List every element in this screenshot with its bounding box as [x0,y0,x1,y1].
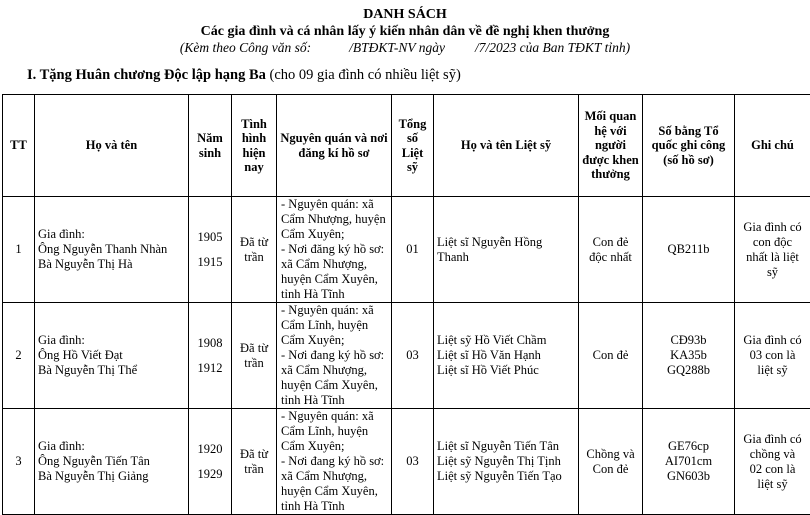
section-detail: (cho 09 gia đình có nhiều liệt sỹ) [270,67,461,83]
cell-line: Con đẻ [582,235,639,250]
note-part-b: /BTĐKT-NV ngày [349,40,445,55]
cell-line: Ông Hồ Viết Đạt [38,348,185,363]
cell-line: Cẩm Xuyên; [281,333,388,348]
col-header-origin: Nguyên quán và nơi đăng kí hồ sơ [277,95,392,197]
cell-line: - Nơi đăng ký hồ sơ: [281,242,388,257]
cell-line: - Nơi đang ký hồ sơ: [281,454,388,469]
cell-cert [643,303,735,409]
cell-line: tỉnh Hà Tĩnh [281,287,388,302]
award-table [2,94,810,515]
birth-year: 1929 [198,467,223,482]
birth-year: 1915 [198,255,223,270]
cell-note [735,197,810,303]
cell-tt: 2 [3,303,35,409]
cell-birth [189,303,232,409]
cell-line: Cẩm Lĩnh, huyện [281,424,388,439]
cell-line: con độc [738,235,807,250]
cell-line: Liệt sĩ Nguyễn Hồng [437,235,575,250]
cell-line: - Nơi đang ký hồ sơ: [281,348,388,363]
cell-line: Gia đình có [738,432,807,447]
cell-count: 03 [392,303,434,409]
cell-line: tỉnh Hà Tĩnh [281,499,388,514]
document-subtitle: Các gia đình và cá nhân lấy ý kiến nhân dân về đề nghị khen thưởng [0,24,810,40]
cell-martyrs [434,303,579,409]
cell-note [735,303,810,409]
cell-line: KA35b [646,348,731,363]
cell-line: tỉnh Hà Tĩnh [281,393,388,408]
cell-line: sỹ [738,265,807,280]
table-row [3,409,810,515]
cell-count: 01 [392,197,434,303]
cell-status: Đã từ trần [232,197,277,303]
table-row [3,197,810,303]
cell-line: Gia đình có [738,220,807,235]
cell-line: Gia đình: [38,227,185,242]
cell-line: Cẩm Nhượng, huyện [281,212,388,227]
table-header-row [3,95,810,197]
cell-line: CĐ93b [646,333,731,348]
birth-year: 1908 [198,336,223,351]
cell-tt: 1 [3,197,35,303]
cell-line: Ông Nguyễn Thanh Nhàn [38,242,185,257]
cell-birth [189,197,232,303]
cell-relation [579,409,643,515]
cell-line: Thanh [437,250,575,265]
cell-line: - Nguyên quán: xã [281,197,388,212]
col-header-count: Tổng số Liệt sỹ [392,95,434,197]
cell-line: Liệt sĩ Hồ Viết Phúc [437,363,575,378]
cell-relation [579,303,643,409]
cell-relation [579,197,643,303]
birth-year: 1912 [198,361,223,376]
cell-line: Liệt sĩ Hồ Văn Hạnh [437,348,575,363]
birth-year: 1920 [198,442,223,457]
cell-line: xã Cẩm Nhượng, [281,363,388,378]
cell-status: Đã từ trần [232,409,277,515]
cell-cert [643,409,735,515]
cell-line: Gia đình: [38,439,185,454]
cell-line: - Nguyên quán: xã [281,303,388,318]
cell-line: xã Cẩm Nhượng, [281,469,388,484]
cell-line: GQ288b [646,363,731,378]
cell-line: chồng và [738,447,807,462]
cell-line: 03 con là [738,348,807,363]
cell-line: xã Cẩm Nhượng, [281,257,388,272]
cell-line: Bà Nguyễn Thị Hà [38,257,185,272]
cell-tt: 3 [3,409,35,515]
cell-line: 02 con là [738,462,807,477]
cell-martyrs [434,197,579,303]
col-header-martyrs: Họ và tên Liệt sỹ [434,95,579,197]
cell-line: Bà Nguyễn Thị Giảng [38,469,185,484]
cell-line: huyện Cẩm Xuyên, [281,484,388,499]
cell-line: Chồng và [582,447,639,462]
cell-cert [643,197,735,303]
col-header-name: Họ và tên [35,95,189,197]
col-header-cert: Số bằng Tổ quốc ghi công (số hồ sơ) [643,95,735,197]
cell-count: 03 [392,409,434,515]
cell-line: Liệt sỹ Hồ Viết Chầm [437,333,575,348]
cell-line: Cẩm Lĩnh, huyện [281,318,388,333]
table-row [3,303,810,409]
cell-line: Liệt sĩ Nguyễn Tiến Tân [437,439,575,454]
cell-note [735,409,810,515]
cell-origin [277,197,392,303]
section-title: I. Tặng Huân chương Độc lập hạng Ba [27,67,266,83]
document-reference-note [0,40,810,56]
cell-martyrs [434,409,579,515]
cell-line: Bà Nguyễn Thị Thể [38,363,185,378]
col-header-birth: Năm sinh [189,95,232,197]
col-header-relation: Mối quan hệ với người được khen thưởng [579,95,643,197]
cell-line: huyện Cẩm Xuyên, [281,378,388,393]
document-title: DANH SÁCH [0,7,810,23]
cell-line: Gia đình có [738,333,807,348]
cell-name [35,303,189,409]
cell-line: Cẩm Xuyên; [281,439,388,454]
cell-line: liệt sỹ [738,477,807,492]
cell-line: AI701cm [646,454,731,469]
note-part-a: (Kèm theo Công văn số: [180,40,311,55]
note-part-c: /7/2023 của Ban TĐKT tỉnh) [475,40,630,55]
cell-birth [189,409,232,515]
cell-line: liệt sỹ [738,363,807,378]
col-header-status: Tình hình hiện nay [232,95,277,197]
cell-line: Cẩm Xuyên; [281,227,388,242]
cell-line: Gia đình: [38,333,185,348]
cell-line: Con đẻ [582,462,639,477]
col-header-tt: TT [3,95,35,197]
cell-line: Liệt sỹ Nguyễn Thị Tịnh [437,454,575,469]
cell-line: Con đẻ [582,348,639,363]
col-header-note: Ghi chú [735,95,810,197]
cell-origin [277,409,392,515]
cell-line: GE76cp [646,439,731,454]
cell-line: độc nhất [582,250,639,265]
cell-origin [277,303,392,409]
cell-line: - Nguyên quán: xã [281,409,388,424]
cell-line: Ông Nguyễn Tiến Tân [38,454,185,469]
cell-name [35,197,189,303]
cell-line: GN603b [646,469,731,484]
birth-year: 1905 [198,230,223,245]
cell-line: nhất là liệt [738,250,807,265]
cell-line: huyện Cẩm Xuyên, [281,272,388,287]
cell-line: QB211b [646,242,731,257]
section-heading [27,67,461,84]
cell-name [35,409,189,515]
cell-status: Đã từ trần [232,303,277,409]
cell-line: Liệt sỹ Nguyễn Tiến Tạo [437,469,575,484]
